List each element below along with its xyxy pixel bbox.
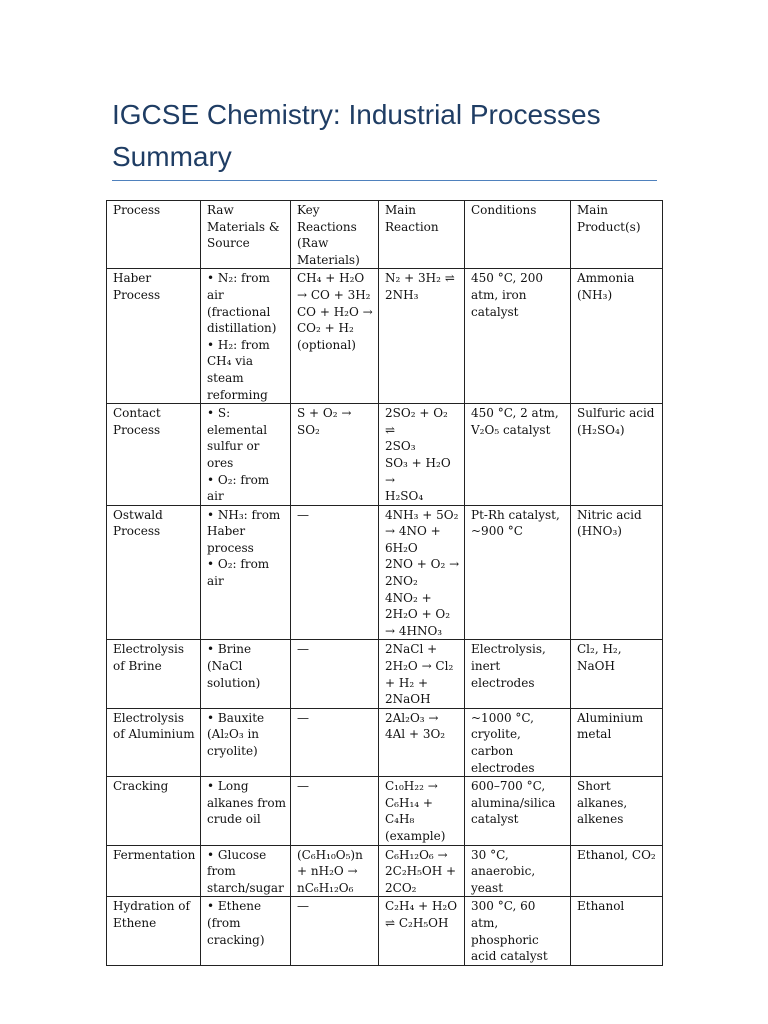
cell-raw-materials: • S: elemental sulfur or ores • O₂: from air xyxy=(201,404,291,506)
cell-main-reaction: 2SO₂ + O₂ ⇌ 2SO₃ SO₃ + H₂O → H₂SO₄ xyxy=(379,404,465,506)
title-divider xyxy=(112,180,657,181)
cell-key-reactions: S + O₂ → SO₂ xyxy=(291,404,379,506)
table-row xyxy=(107,640,663,708)
header-process: Process xyxy=(107,201,201,269)
cell-key-reactions: — xyxy=(291,897,379,965)
cell-process: Contact Process xyxy=(107,404,201,506)
cell-products: Aluminium metal xyxy=(571,708,663,776)
header-key-reactions: Key Reactions (Raw Materials) xyxy=(291,201,379,269)
table-row xyxy=(107,777,663,845)
page-title: IGCSE Chemistry: Industrial Processes Summary xyxy=(112,99,601,172)
cell-main-reaction: 2NaCl + 2H₂O → Cl₂ + H₂ + 2NaOH xyxy=(379,640,465,708)
cell-raw-materials: • NH₃: from Haber process • O₂: from air xyxy=(201,505,291,640)
cell-process: Electrolysis of Brine xyxy=(107,640,201,708)
cell-conditions: ~1000 °C, cryolite, carbon electrodes xyxy=(465,708,571,776)
header-conditions: Conditions xyxy=(465,201,571,269)
cell-conditions: 600–700 °C, alumina/silica catalyst xyxy=(465,777,571,845)
table-row xyxy=(107,404,663,506)
cell-main-reaction: N₂ + 3H₂ ⇌ 2NH₃ xyxy=(379,269,465,404)
header-products: Main Product(s) xyxy=(571,201,663,269)
cell-main-reaction: 4NH₃ + 5O₂ → 4NO + 6H₂O 2NO + O₂ → 2NO₂ 4NO₂ + 2H₂O + O₂ → 4HNO₃ xyxy=(379,505,465,640)
cell-raw-materials: • Ethene (from cracking) xyxy=(201,897,291,965)
cell-process: Ostwald Process xyxy=(107,505,201,640)
cell-products: Cl₂, H₂, NaOH xyxy=(571,640,663,708)
cell-products: Nitric acid (HNO₃) xyxy=(571,505,663,640)
cell-process: Electrolysis of Aluminium xyxy=(107,708,201,776)
cell-products: Ethanol xyxy=(571,897,663,965)
header-raw-materials: Raw Materials & Source xyxy=(201,201,291,269)
cell-conditions: 450 °C, 2 atm, V₂O₅ catalyst xyxy=(465,404,571,506)
cell-conditions: Electrolysis, inert electrodes xyxy=(465,640,571,708)
table-row xyxy=(107,708,663,776)
cell-raw-materials: • N₂: from air (fractional distillation) • H₂: from CH₄ via steam reforming xyxy=(201,269,291,404)
cell-process: Hydration of Ethene xyxy=(107,897,201,965)
table-row xyxy=(107,269,663,404)
cell-raw-materials: • Brine (NaCl solution) xyxy=(201,640,291,708)
cell-key-reactions: (C₆H₁₀O₅)n + nH₂O → nC₆H₁₂O₆ xyxy=(291,845,379,897)
header-main-reaction: Main Reaction xyxy=(379,201,465,269)
cell-products: Short alkanes, alkenes xyxy=(571,777,663,845)
cell-main-reaction: C₆H₁₂O₆ → 2C₂H₅OH + 2CO₂ xyxy=(379,845,465,897)
cell-key-reactions: — xyxy=(291,640,379,708)
cell-key-reactions: CH₄ + H₂O → CO + 3H₂ CO + H₂O → CO₂ + H₂ (optional) xyxy=(291,269,379,404)
cell-key-reactions: — xyxy=(291,505,379,640)
cell-process: Fermentation xyxy=(107,845,201,897)
cell-key-reactions: — xyxy=(291,708,379,776)
cell-process: Haber Process xyxy=(107,269,201,404)
cell-products: Sulfuric acid (H₂SO₄) xyxy=(571,404,663,506)
cell-raw-materials: • Long alkanes from crude oil xyxy=(201,777,291,845)
cell-key-reactions: — xyxy=(291,777,379,845)
table-row xyxy=(107,505,663,640)
cell-main-reaction: C₁₀H₂₂ → C₆H₁₄ + C₄H₈ (example) xyxy=(379,777,465,845)
cell-process: Cracking xyxy=(107,777,201,845)
table-row xyxy=(107,897,663,965)
cell-main-reaction: 2Al₂O₃ → 4Al + 3O₂ xyxy=(379,708,465,776)
cell-conditions: 450 °C, 200 atm, iron catalyst xyxy=(465,269,571,404)
table-header-row xyxy=(107,201,663,269)
cell-raw-materials: • Glucose from starch/sugar xyxy=(201,845,291,897)
process-summary-table xyxy=(106,200,663,966)
table-row xyxy=(107,845,663,897)
cell-products: Ammonia (NH₃) xyxy=(571,269,663,404)
cell-conditions: 300 °C, 60 atm, phosphoric acid catalyst xyxy=(465,897,571,965)
cell-main-reaction: C₂H₄ + H₂O ⇌ C₂H₅OH xyxy=(379,897,465,965)
cell-raw-materials: • Bauxite (Al₂O₃ in cryolite) xyxy=(201,708,291,776)
cell-conditions: 30 °C, anaerobic, yeast xyxy=(465,845,571,897)
cell-conditions: Pt-Rh catalyst, ~900 °C xyxy=(465,505,571,640)
cell-products: Ethanol, CO₂ xyxy=(571,845,663,897)
